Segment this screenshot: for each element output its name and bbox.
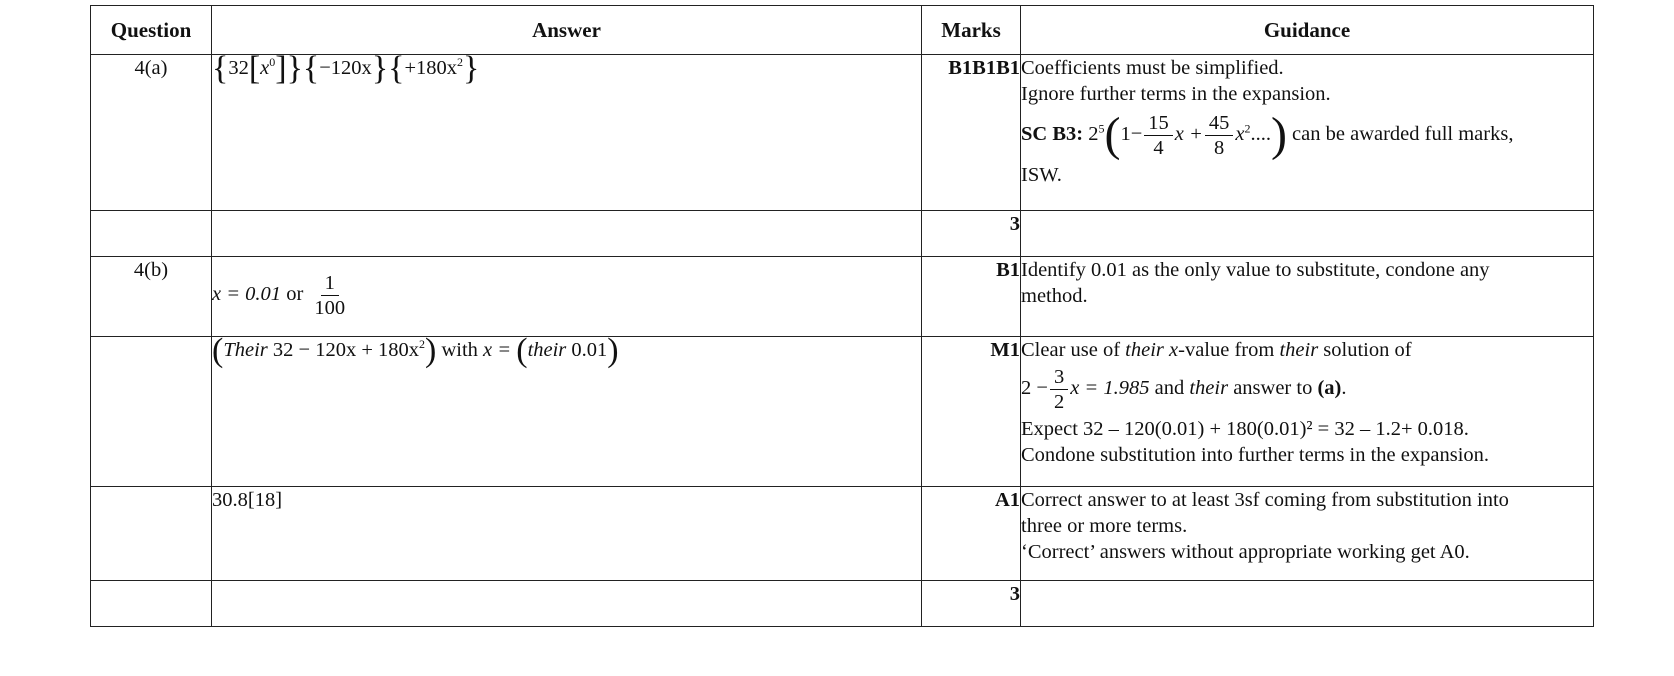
- table-row: [91, 55, 1594, 211]
- header-marks: Marks: [922, 6, 1021, 55]
- question-label-4b: 4(b): [91, 257, 212, 337]
- answer-cell: 30.8[18]: [212, 487, 922, 581]
- table-row: [91, 257, 1594, 337]
- marks-cell: B1B1B1: [922, 55, 1021, 211]
- answer-cell: x = 0.01 or $\frac{1}{100}$: [212, 257, 922, 337]
- question-label-4a: 4(a): [91, 55, 212, 211]
- header-guidance: Guidance: [1021, 6, 1594, 55]
- header-question: Question: [91, 6, 212, 55]
- guidance-cell: Identify 0.01 as the only value to substitute, condone any method.: [1021, 257, 1594, 337]
- marks-cell: B1: [922, 257, 1021, 337]
- table-row: [91, 211, 1594, 257]
- guidance-cell: Coefficients must be simplified. Ignore further terms in the expansion. SC B3: $2^5(1-$ $\frac{15}{4}$ x + $\frac{45}{8}$ $x^2$....) can be awarded full marks, ISW.: [1021, 55, 1594, 211]
- marks-cell: M1: [922, 337, 1021, 487]
- total-marks-4b: 3: [922, 581, 1021, 627]
- answer-cell: (Their $32 - 120x + 180x^2$) with x = (their 0.01): [212, 337, 922, 487]
- guidance-cell: Clear use of their x-value from their solution of 2 − $\frac{3}{2}$ x = 1.985 and their answer to (a). Expect 32 – 120(0.01) + 180(0.01)² = 32 – 1.2+ 0.018. Condone substitution into further terms in the expansion.: [1021, 337, 1594, 487]
- mark-scheme-table: [90, 5, 1594, 627]
- table-row: [91, 337, 1594, 487]
- header-answer: Answer: [212, 6, 922, 55]
- marks-cell: A1: [922, 487, 1021, 581]
- table-row: [91, 487, 1594, 581]
- total-marks-4a: 3: [922, 211, 1021, 257]
- header-row: [91, 6, 1594, 55]
- table-row: [91, 581, 1594, 627]
- guidance-cell: Correct answer to at least 3sf coming from substitution into three or more terms. ‘Correct’ answers without appropriate working get A0.: [1021, 487, 1594, 581]
- answer-cell: $\{32[x^0]\}\{-120x\}\{+180x^2\}$: [212, 55, 922, 211]
